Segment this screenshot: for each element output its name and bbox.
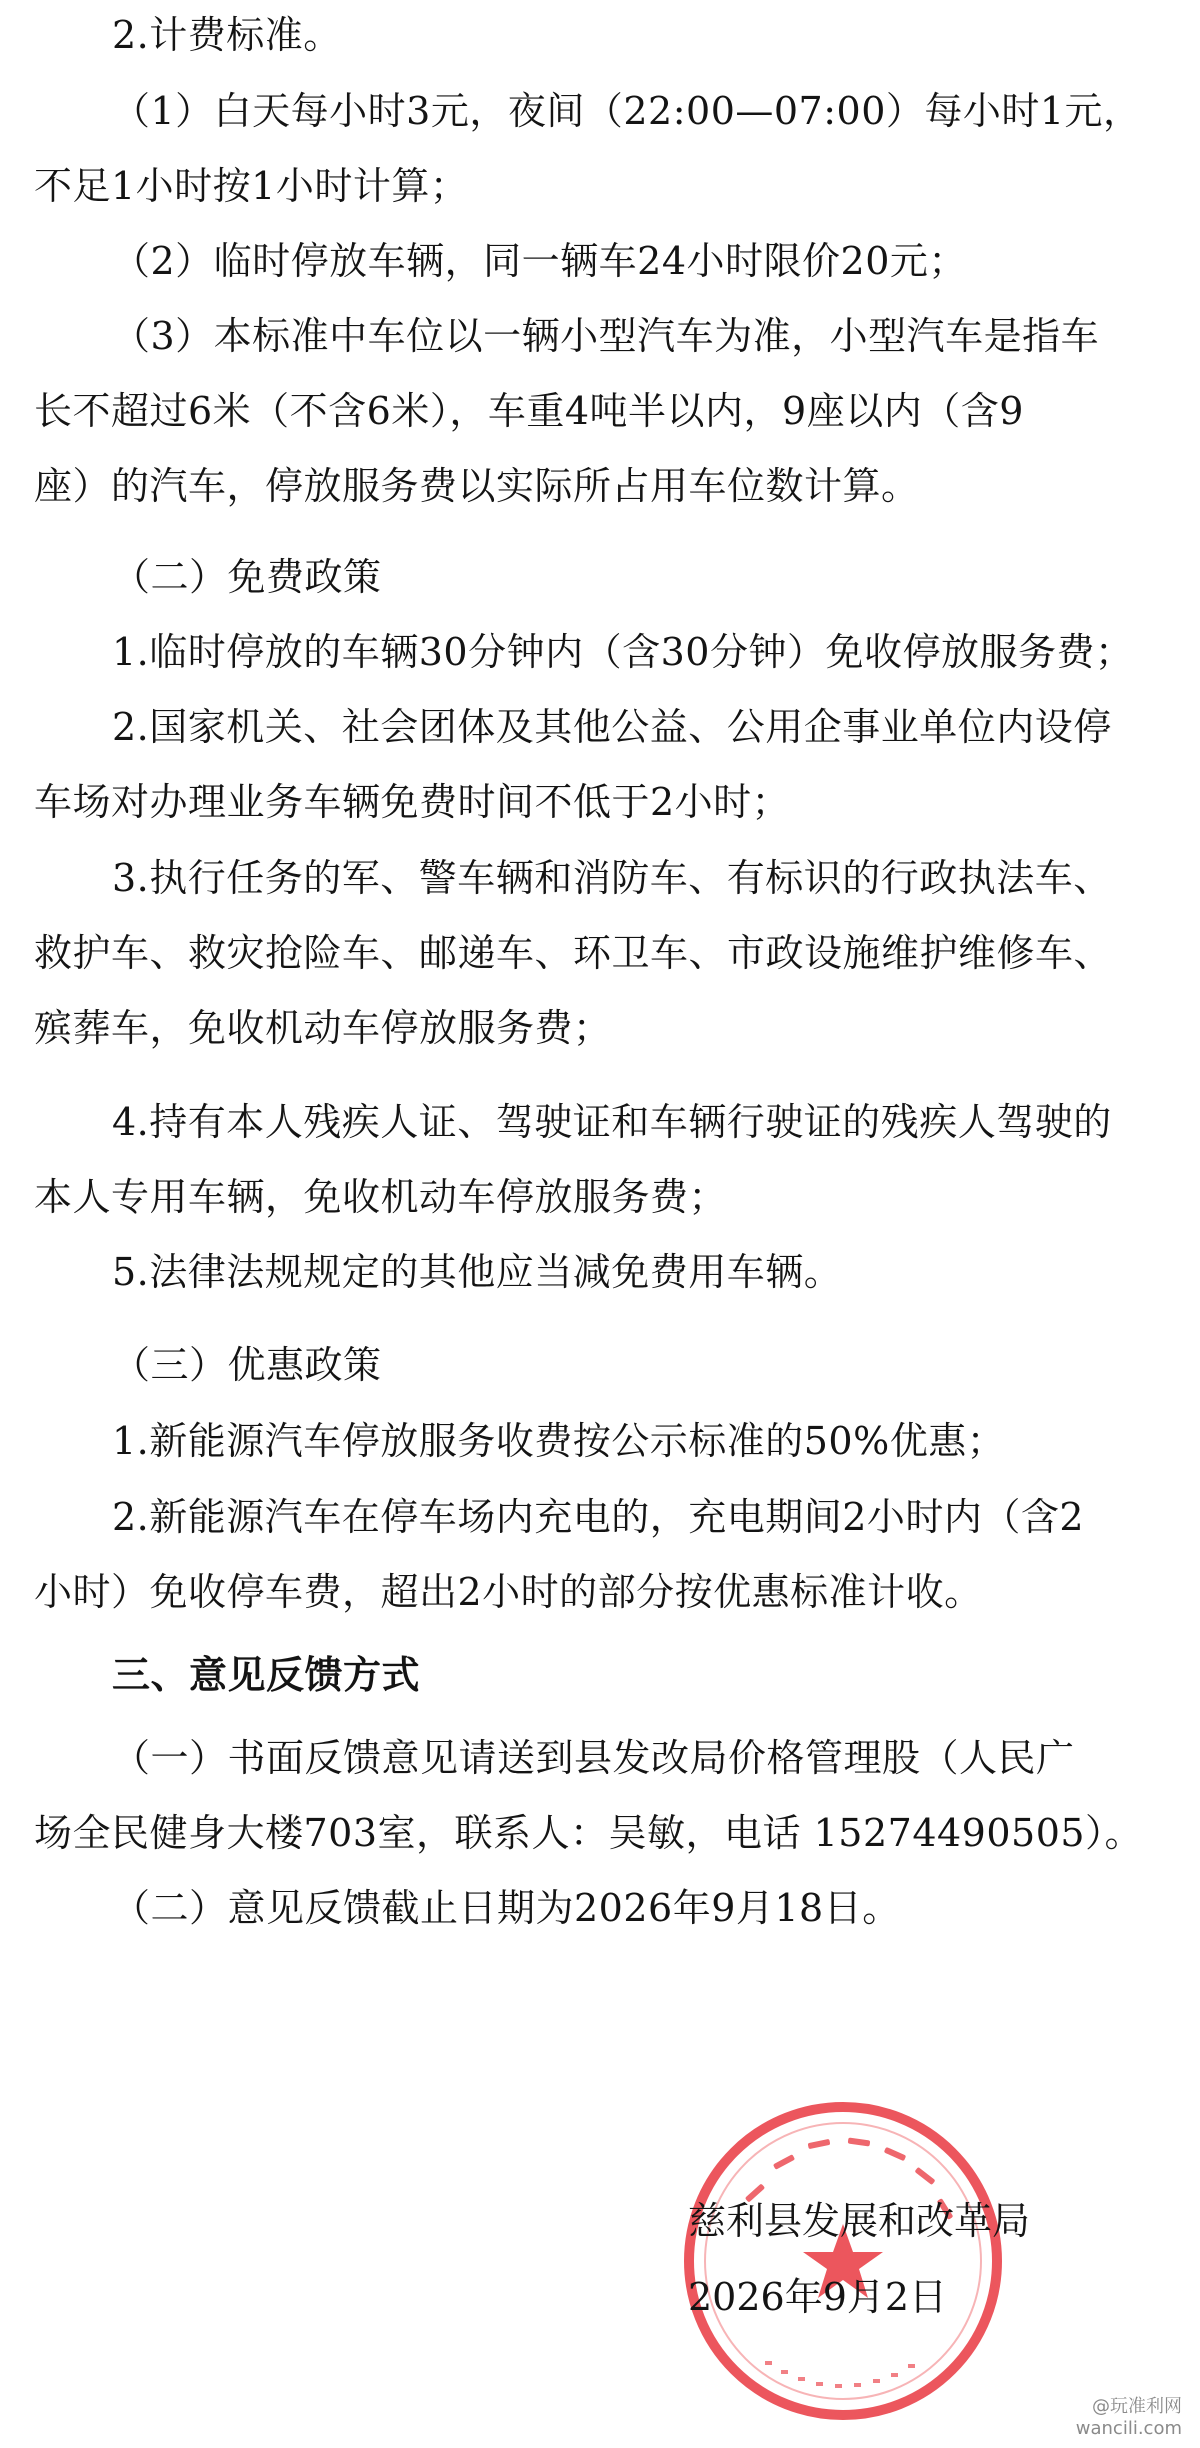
issue-date: 2026年9月2日 bbox=[688, 2275, 948, 2319]
free-policy-4-line-1: 4.持有本人残疾人证、驾驶证和车辆行驶证的残疾人驾驶的 bbox=[112, 1100, 1112, 1144]
billing-rule-1-line-1: （1）白天每小时3元，夜间（22:00—07:00）每小时1元， bbox=[112, 89, 1142, 133]
discount-policy-2-line-2: 小时）免收停车费，超出2小时的部分按优惠标准计收。 bbox=[34, 1570, 983, 1614]
section-heading-discount-policy: （三）优惠政策 bbox=[112, 1343, 382, 1387]
section-heading-billing-standard: 2.计费标准。 bbox=[112, 13, 342, 57]
free-policy-3-line-3: 殡葬车，免收机动车停放服务费； bbox=[34, 1006, 612, 1050]
watermark-line-2: wancili.com bbox=[1075, 2418, 1182, 2439]
billing-rule-3-line-2: 长不超过6米（不含6米），车重4吨半以内，9座以内（含9 bbox=[34, 389, 1024, 433]
feedback-1-line-2: 场全民健身大楼703室，联系人：吴敏，电话 15274490505）。 bbox=[34, 1811, 1144, 1855]
free-policy-3-line-1: 3.执行任务的军、警车辆和消防车、有标识的行政执法车、 bbox=[112, 856, 1112, 900]
feedback-2: （二）意见反馈截止日期为2026年9月18日。 bbox=[112, 1886, 901, 1930]
issuing-organization: 慈利县发展和改革局 bbox=[688, 2199, 1031, 2243]
billing-rule-1-line-2: 不足1小时按1小时计算； bbox=[34, 164, 469, 208]
watermark-line-1: @玩准利网 bbox=[1092, 2396, 1182, 2417]
free-policy-2-line-1: 2.国家机关、社会团体及其他公益、公用企事业单位内设停 bbox=[112, 705, 1112, 749]
official-seal bbox=[678, 2096, 1008, 2426]
section-heading-feedback: 三、意见反馈方式 bbox=[112, 1653, 421, 1697]
free-policy-1: 1.临时停放的车辆30分钟内（含30分钟）免收停放服务费； bbox=[112, 630, 1134, 674]
billing-rule-3-line-3: 座）的汽车，停放服务费以实际所占用车位数计算。 bbox=[34, 464, 920, 508]
free-policy-4-line-2: 本人专用车辆，免收机动车停放服务费； bbox=[34, 1175, 728, 1219]
discount-policy-2-line-1: 2.新能源汽车在停车场内充电的，充电期间2小时内（含2 bbox=[112, 1495, 1085, 1539]
feedback-1-line-1: （一）书面反馈意见请送到县发改局价格管理股（人民广 bbox=[112, 1736, 1075, 1780]
free-policy-2-line-2: 车场对办理业务车辆免费时间不低于2小时； bbox=[34, 780, 791, 824]
discount-policy-1: 1.新能源汽车停放服务收费按公示标准的50%优惠； bbox=[112, 1419, 1006, 1463]
section-heading-free-policy: （二）免费政策 bbox=[112, 555, 382, 599]
free-policy-5: 5.法律法规规定的其他应当减免费用车辆。 bbox=[112, 1250, 843, 1294]
site-watermark bbox=[1076, 2396, 1182, 2440]
billing-rule-2: （2）临时停放车辆，同一辆车24小时限价20元； bbox=[112, 239, 967, 283]
free-policy-3-line-2: 救护车、救灾抢险车、邮递车、环卫车、市政设施维护维修车、 bbox=[34, 931, 1113, 975]
billing-rule-3-line-1: （3）本标准中车位以一辆小型汽车为准，小型汽车是指车 bbox=[112, 314, 1100, 358]
